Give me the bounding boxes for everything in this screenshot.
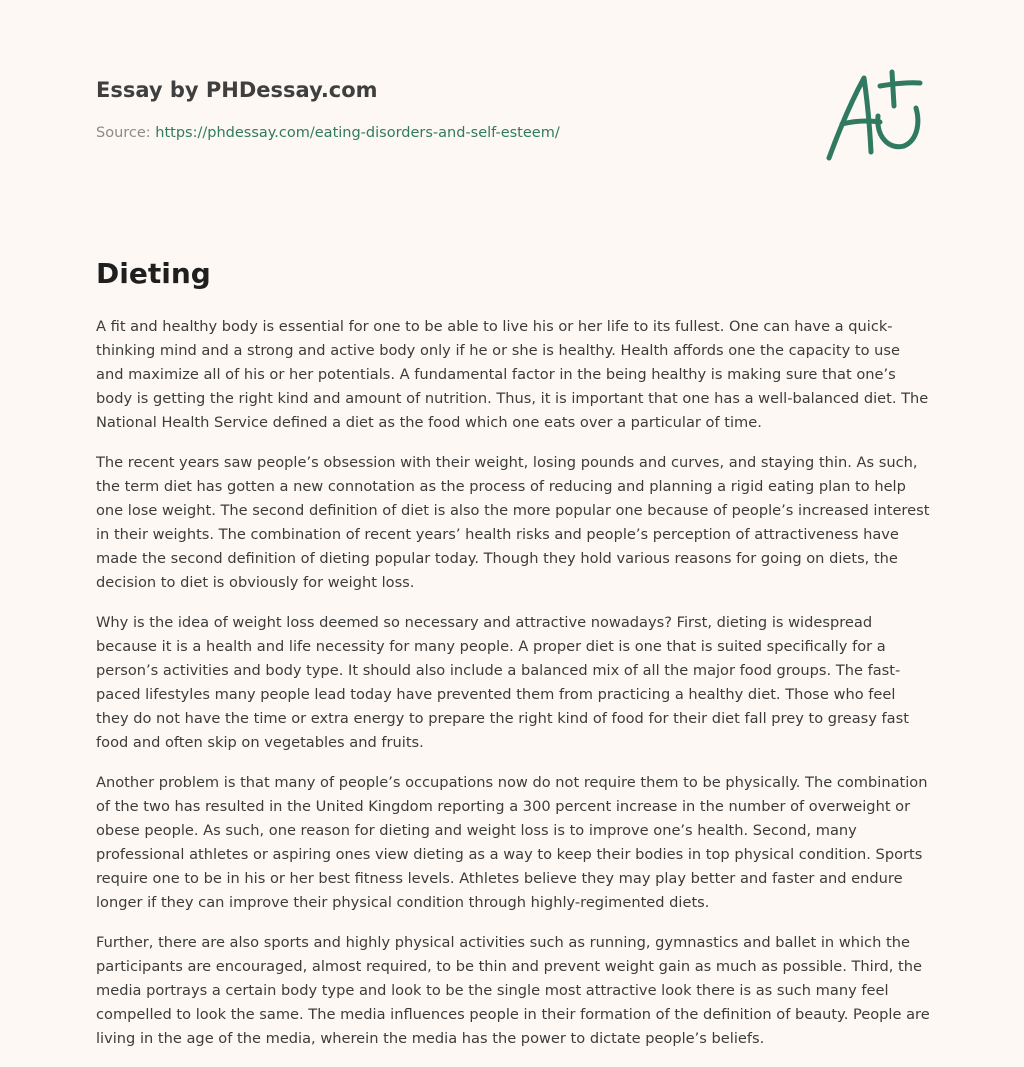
source-label: Source: — [96, 125, 151, 141]
article-title: Dieting — [96, 257, 211, 290]
source-link[interactable]: https://phdessay.com/eating-disorders-and-self-esteem/ — [155, 125, 560, 141]
paragraph: Another problem is that many of people’s occupations now do not require them to be physically. The combination of the two has resulted in the United Kingdom reporting a 300 percent increase in the number of overweight or obese people. As such, one reason for dieting and weight loss is to improve one’s health. Second, many professional athletes or aspiring ones view dieting as a way to keep their bodies in top physical condition. Sports require one to be in his or her best fitness levels. Athletes believe they may play better and faster and endure longer if they can improve their physical condition through highly-regimented diets. — [96, 774, 928, 911]
paragraph: Why is the idea of weight loss deemed so necessary and attractive nowadays? First, dieting is widespread because it is a health and life necessity for many people. A proper diet is one that is suited specifically for a person’s activities and body type. It should also include a balanced mix of all the major food groups. The fast-paced lifestyles many people lead today have prevented them from practicing a healthy diet. Those who feel they do not have the time or extra energy to prepare the right kind of food for their diet fall prey to greasy fast food and often skip on vegetables and fruits. — [96, 614, 909, 751]
article-body — [96, 315, 930, 1067]
brand-title: Essay by PHDessay.com — [96, 78, 378, 102]
a-plus-icon — [820, 66, 930, 166]
paragraph: Further, there are also sports and highly physical activities such as running, gymnastics and ballet in which the participants are encouraged, almost required, to be thin and prevent weight gain as much as possible. Third, the media portrays a certain body type and look to be the single most attractive look there is as such many feel compelled to look the same. The media influences people in their formation of the definition of beauty. People are living in the age of the media, wherein the media has the power to dictate people’s beliefs. — [96, 934, 930, 1047]
page-header — [96, 74, 796, 143]
source-line — [96, 123, 796, 143]
paragraph: The recent years saw people’s obsession with their weight, losing pounds and curves, and staying thin. As such, the term diet has gotten a new connotation as the process of reducing and planning a rigid eating plan to help one lose weight. The second definition of diet is also the more popular one because of people’s increased interest in their weights. The combination of recent years’ health risks and people’s perception of attractiveness have made the second definition of dieting popular today. Though they hold various reasons for going on diets, the decision to diet is obviously for weight loss. — [96, 454, 930, 591]
paragraph: A fit and healthy body is essential for one to be able to live his or her life to its fullest. One can have a quick-thinking mind and a strong and active body only if he or she is healthy. Health affords one the capacity to use and maximize all of his or her potentials. A fundamental factor in the being healthy is making sure that one’s body is getting the right kind and amount of nutrition. Thus, it is important that one has a well-balanced diet. The National Health Service defined a diet as the food which one eats over a particular of time. — [96, 318, 929, 431]
